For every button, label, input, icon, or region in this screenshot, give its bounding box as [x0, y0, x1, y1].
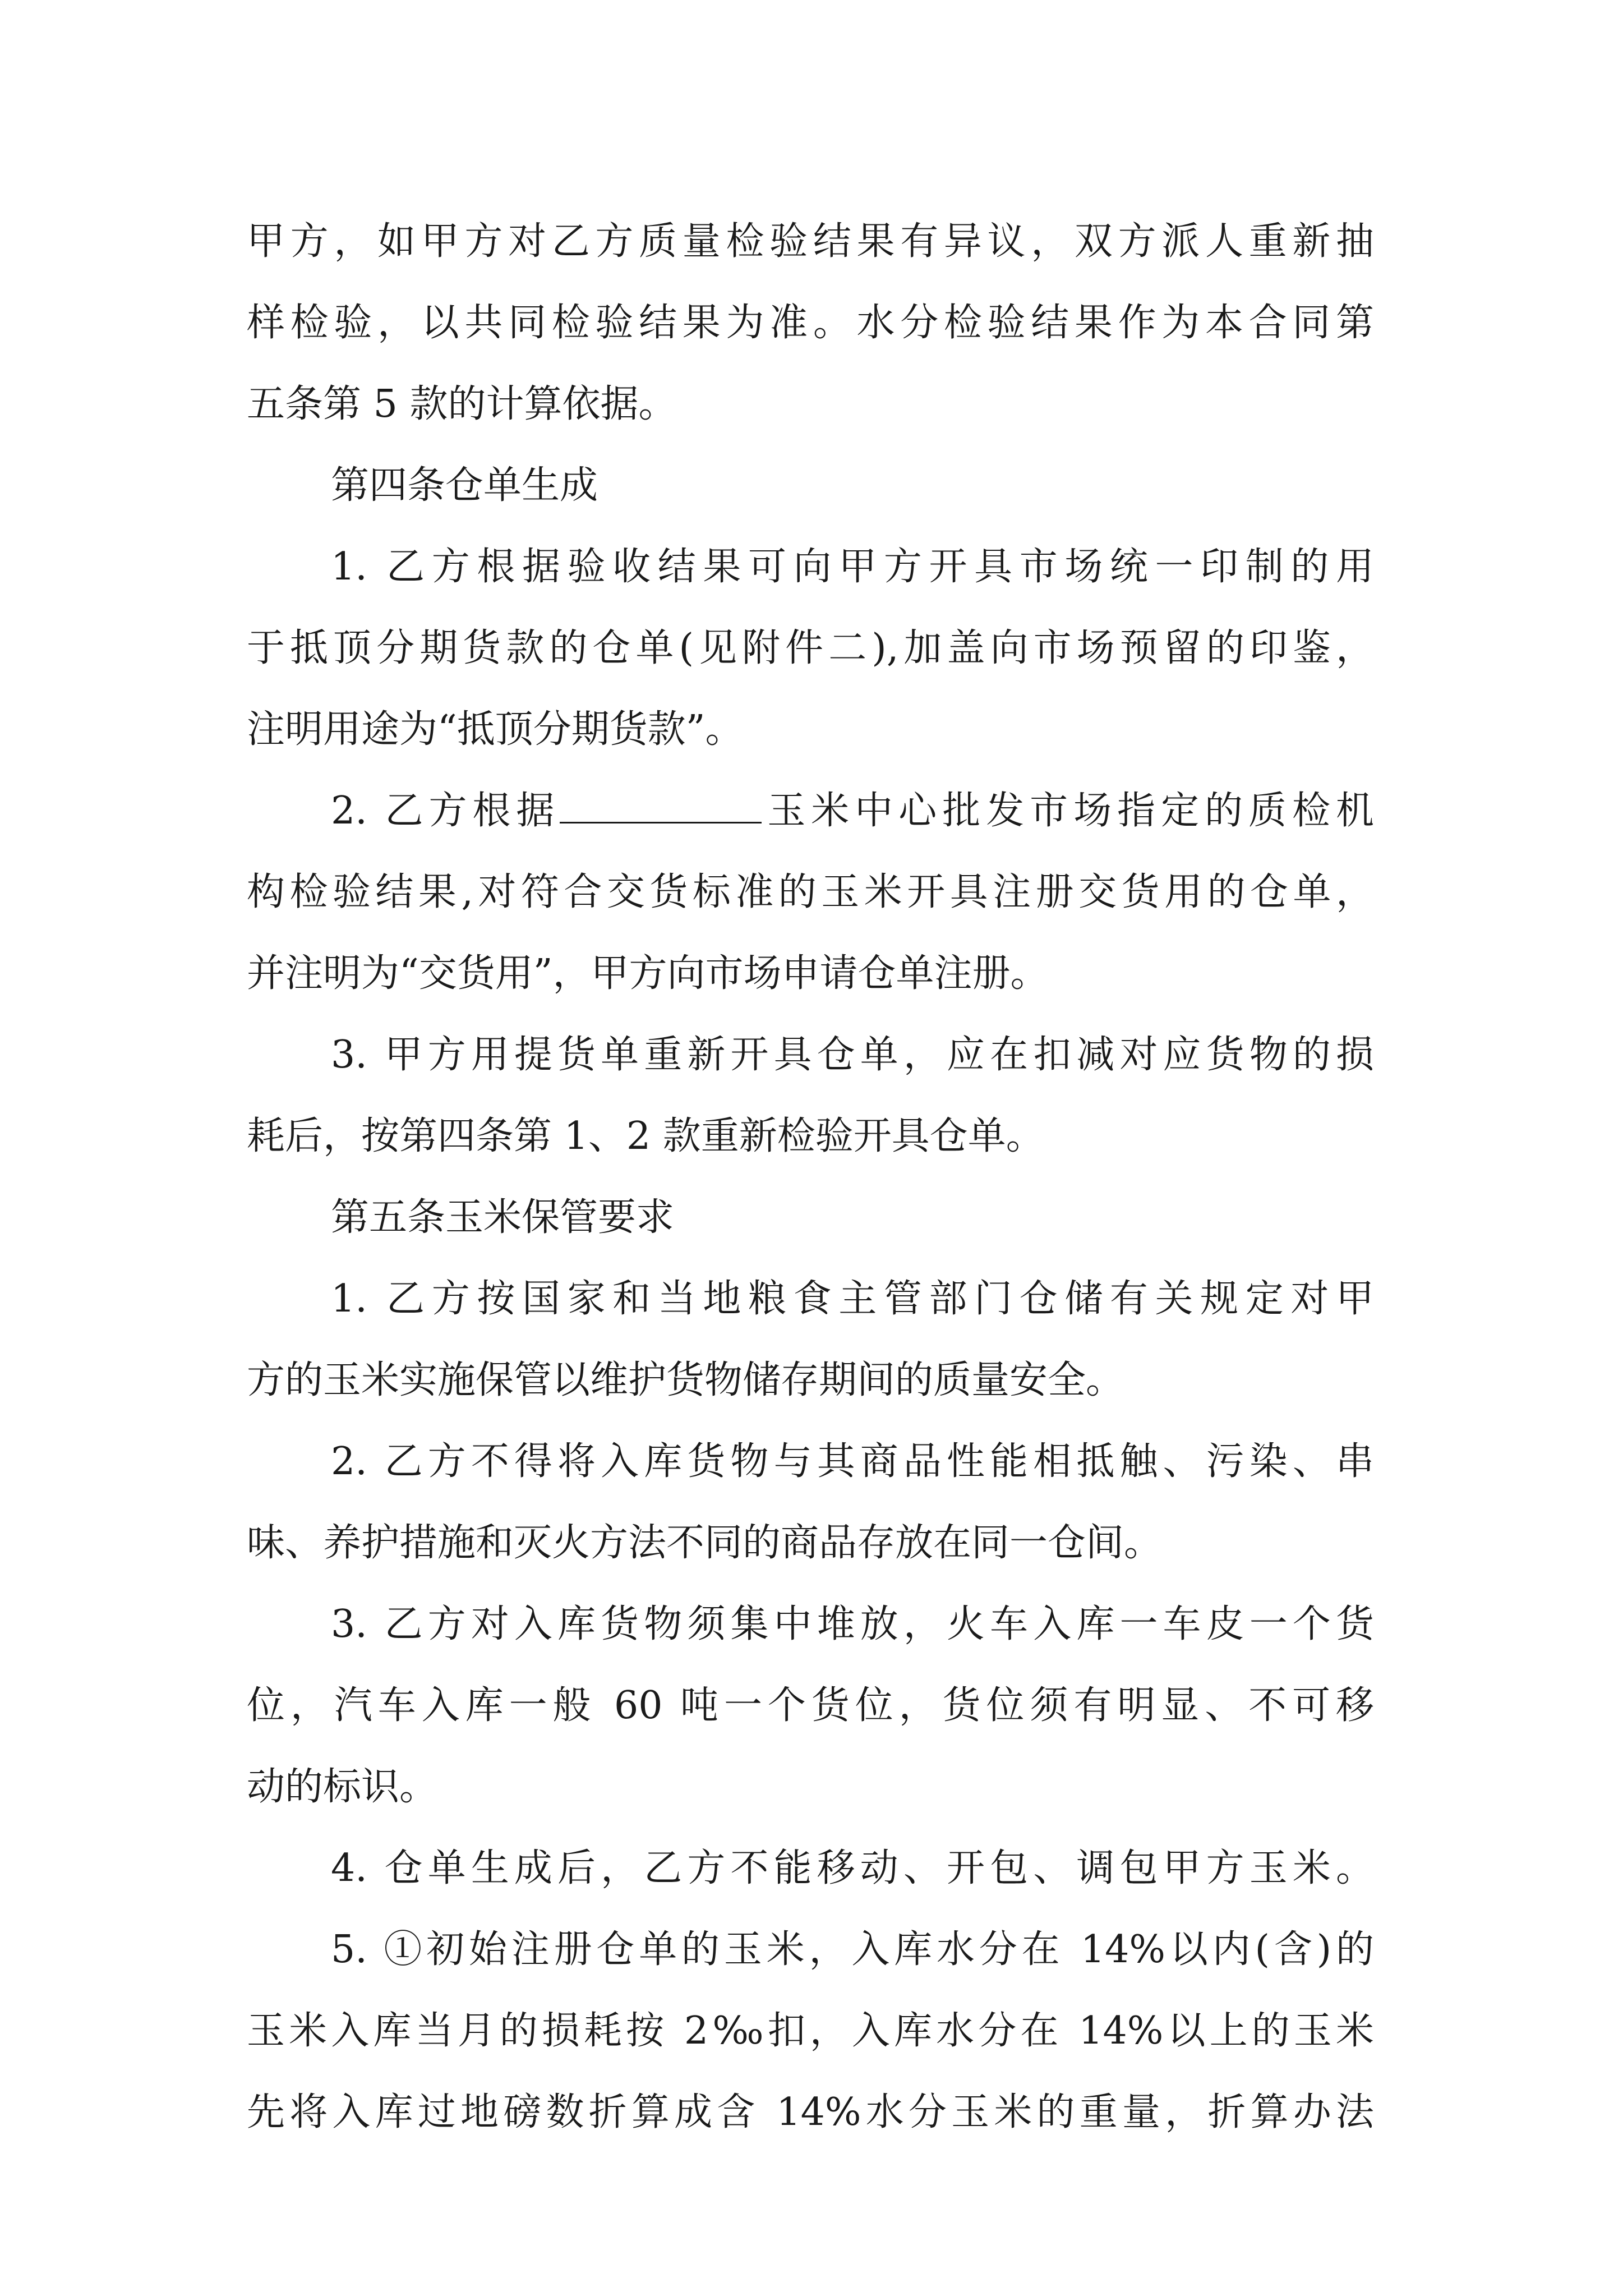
paragraph-continuation: [247, 201, 1374, 445]
text-line: [247, 770, 1374, 852]
document-body: [247, 201, 1374, 2153]
text-line: 五条第 5 款的计算依据。: [247, 382, 677, 426]
article-4-heading: [247, 445, 1374, 526]
text-line: 4. 仓单生成后，乙方不能移动、开包、调包甲方玉米。: [331, 1846, 1374, 1890]
heading-text: 第四条仓单生成: [331, 463, 598, 508]
text-line: 动的标识。: [247, 1765, 438, 1809]
clause-4-2-prefix: 2. 乙方根据: [331, 789, 560, 833]
text-line: 甲方，如甲方对乙方质量检验结果有异议，双方派人重新抽: [247, 219, 1374, 264]
text-line: 于抵顶分期货款的仓单(见附件二),加盖向市场预留的印鉴，: [247, 626, 1374, 670]
clause-5-2: [247, 1421, 1374, 1584]
clause-4-2: [247, 770, 1374, 1014]
text-line: 方的玉米实施保管以维护货物储存期间的质量安全。: [247, 1358, 1124, 1402]
article-5-heading: [247, 1177, 1374, 1258]
blank-fill-line: [560, 788, 762, 823]
text-line: 先将入库过地磅数折算成含 14%水分玉米的重量，折算办法: [247, 2090, 1374, 2134]
text-line: 注明用途为“抵顶分期货款”。: [247, 707, 744, 752]
clause-5-3: [247, 1584, 1374, 1828]
text-line: 1. 乙方按国家和当地粮食主管部门仓储有关规定对甲: [331, 1277, 1374, 1321]
text-line: 1. 乙方根据验收结果可向甲方开具市场统一印制的用: [331, 545, 1374, 589]
heading-text: 第五条玉米保管要求: [331, 1195, 675, 1240]
clause-5-5: [247, 1909, 1374, 2153]
text-line: 3. 乙方对入库货物须集中堆放，火车入库一车皮一个货: [331, 1602, 1374, 1646]
text-line: 耗后，按第四条第 1、2 款重新检验开具仓单。: [247, 1114, 1044, 1158]
clause-5-4: [247, 1828, 1374, 1909]
text-line: 5. ①初始注册仓单的玉米，入库水分在 14%以内(含)的: [331, 1927, 1374, 1972]
text-line: 位，汽车入库一般 60 吨一个货位，货位须有明显、不可移: [247, 1683, 1374, 1728]
text-line: 3. 甲方用提货单重新开具仓单，应在扣减对应货物的损: [331, 1033, 1374, 1077]
text-line: 并注明为“交货用”，甲方向市场申请仓单注册。: [247, 951, 1049, 996]
text-line: 样检验，以共同检验结果为准。水分检验结果作为本合同第: [247, 301, 1374, 345]
clause-5-1: [247, 1258, 1374, 1421]
text-line: 2. 乙方不得将入库货物与其商品性能相抵触、污染、串: [331, 1439, 1374, 1484]
clause-4-3: [247, 1014, 1374, 1177]
clause-4-2-suffix: 玉米中心批发市场指定的质检机: [762, 789, 1374, 833]
clause-4-1: [247, 526, 1374, 770]
text-line: 味、养护措施和灭火方法不同的商品存放在同一仓间。: [247, 1521, 1163, 1565]
text-line: 构检验结果,对符合交货标准的玉米开具注册交货用的仓单，: [247, 870, 1374, 914]
text-line: 玉米入库当月的损耗按 2‰扣，入库水分在 14%以上的玉米: [247, 2009, 1374, 2053]
